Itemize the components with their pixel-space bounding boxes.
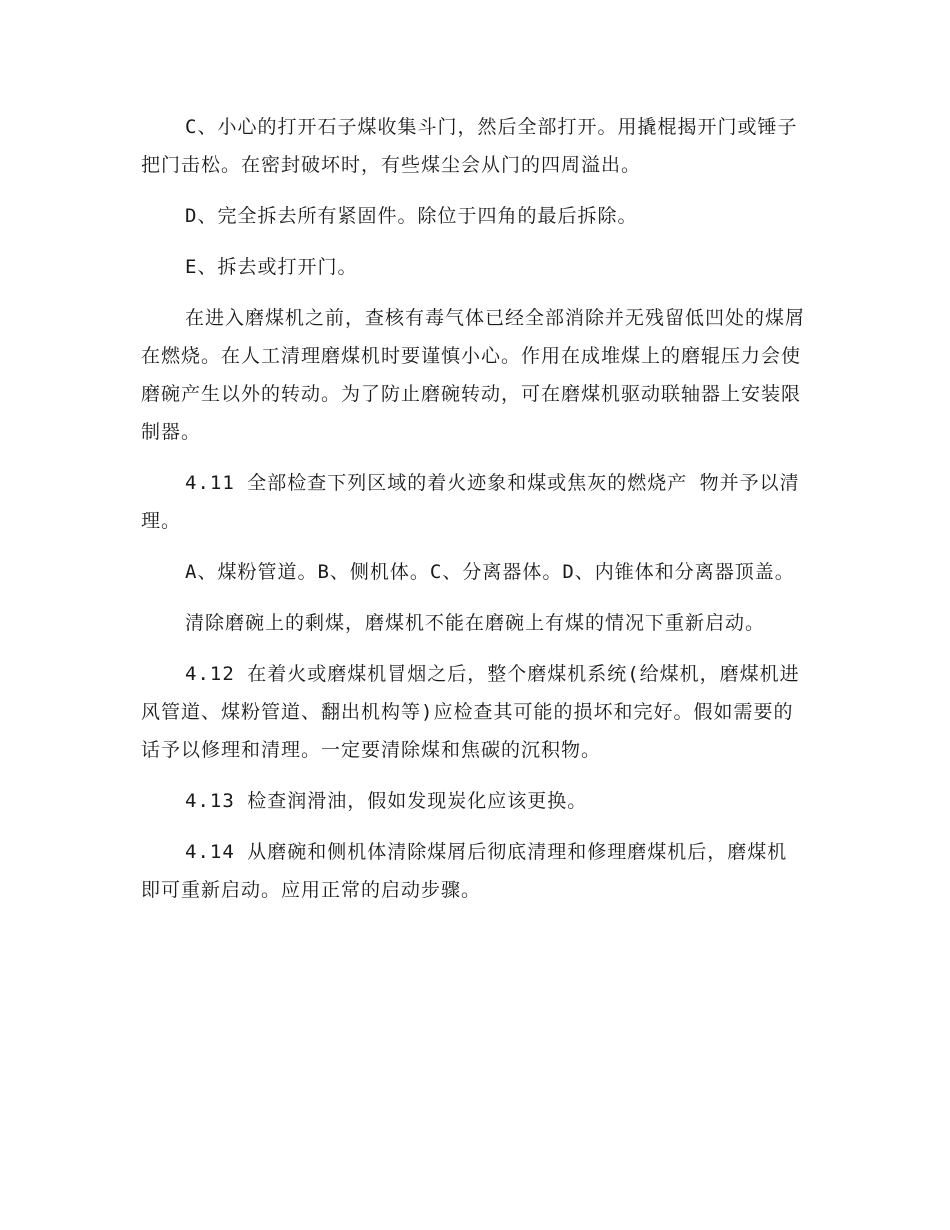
paragraph-d-remove-fasteners: D、完全拆去所有紧固件。除位于四角的最后拆除。 bbox=[185, 205, 638, 227]
paragraph-c-open-door: C、小心的打开石子煤收集斗门，然后全部打开。用撬棍揭开门或锤子把门击松。在密封破坏时，有些煤尘会从门的四周溢出。 bbox=[141, 116, 798, 176]
paragraph-4-13: 4.13 检查润滑油，假如发现炭化应该更换。 bbox=[185, 790, 588, 812]
document-page bbox=[141, 108, 807, 922]
paragraph-clear-bowl: 清除磨碗上的剩煤，磨煤机不能在磨碗上有煤的情况下重新启动。 bbox=[185, 612, 766, 634]
paragraph-before-entering-mill: 在进入磨煤机之前，查核有毒气体已经全部消除并无残留低凹处的煤屑在燃烧。在人工清理磨煤机时要谨慎小心。作用在成堆煤上的磨辊压力会使磨碗产生以外的转动。为了防止磨碗转动，可在磨煤机驱动联轴器上安装限制器。 bbox=[141, 307, 806, 443]
paragraph-inspection-areas: A、煤粉管道。B、侧机体。C、分离器体。D、内锥体和分离器顶盖。 bbox=[185, 561, 795, 583]
paragraph-e-remove-door: E、拆去或打开门。 bbox=[185, 256, 358, 278]
paragraph-4-11: 4.11 全部检查下列区域的着火迹象和煤或焦灰的燃烧产 物并予以清理。 bbox=[141, 472, 800, 532]
paragraph-4-14: 4.14 从磨碗和侧机体清除煤屑后彻底清理和修理磨煤机后，磨煤机即可重新启动。应用正常的启动步骤。 bbox=[141, 841, 788, 901]
paragraph-4-12: 4.12 在着火或磨煤机冒烟之后，整个磨煤机系统(给煤机，磨煤机进风管道、煤粉管道、翻出机构等)应检查其可能的损坏和完好。假如需要的话予以修理和清理。一定要清除煤和焦碳的沉积物。 bbox=[141, 663, 800, 761]
